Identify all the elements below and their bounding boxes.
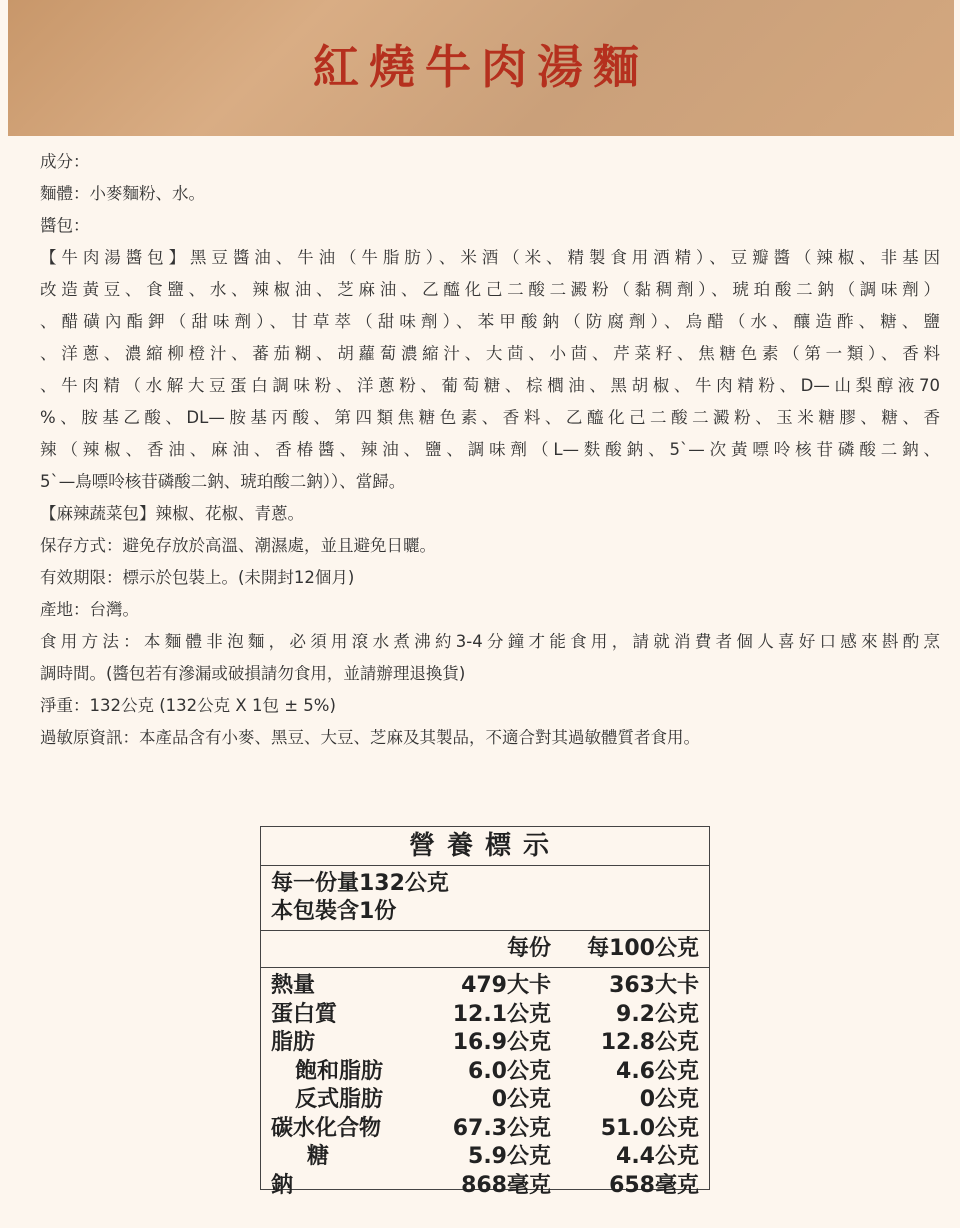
- sauce-ingredients-line: 【牛肉湯醬包】黑豆醬油、牛油（牛脂肪）、米酒（米、精製食用酒精）、豆瓣醬（辣椒、非基因: [40, 248, 940, 267]
- ingredients-label: 成分：: [40, 152, 90, 171]
- nutrient-name: 鈉: [271, 1172, 294, 1198]
- nutrition-row-trans-fat: [261, 1086, 709, 1115]
- usage-info: 食用方法：本麵體非泡麵，必須用滾水煮沸約3-4分鐘才能食用，請就消費者個人喜好口感來斟酌烹: [40, 632, 940, 651]
- nutrient-per-serving: 0公克: [491, 1087, 551, 1112]
- nutrient-name: 糖: [307, 1144, 330, 1169]
- sauce-label: 醬包：: [40, 216, 90, 235]
- nutrition-column-header: [261, 931, 709, 968]
- nutrition-row-fat: [261, 1029, 709, 1058]
- nutrition-title: 營養標示: [261, 827, 709, 866]
- serving-info: [261, 866, 709, 931]
- nutrition-row-sodium: [261, 1172, 709, 1201]
- serving-size: 每一份量132公克: [271, 871, 449, 896]
- sauce-ingredients-line: 、牛肉精（水解大豆蛋白調味粉、洋蔥粉、葡萄糖、棕櫚油、黑胡椒、牛肉精粉、D—山梨醇液70: [40, 376, 940, 395]
- column-header-blank: [261, 931, 451, 967]
- servings-per-pack: 本包裝含1份: [271, 899, 397, 924]
- nutrient-per-serving: 16.9公克: [452, 1030, 551, 1055]
- nutrient-per-100g: 363大卡: [609, 973, 699, 998]
- product-title: 紅燒牛肉湯麵: [313, 40, 649, 94]
- nutrient-per-100g: 51.0公克: [600, 1115, 699, 1141]
- net-weight: 淨重：132公克 (132公克 X 1包 ± 5%): [40, 696, 336, 715]
- nutrition-table: [260, 826, 710, 1198]
- nutrient-per-100g: 658毫克: [609, 1172, 699, 1198]
- header-banner: [8, 0, 954, 136]
- nutrition-row-sugar: [261, 1143, 709, 1172]
- nutrition-row-protein: [261, 1001, 709, 1030]
- nutrient-name: 蛋白質: [271, 1001, 338, 1027]
- nutrient-name: 熱量: [271, 973, 316, 998]
- nutrient-name: 飽和脂肪: [295, 1058, 384, 1084]
- nutrition-row-carbohydrate: [261, 1115, 709, 1144]
- sauce-ingredients-line: %、胺基乙酸、DL—胺基丙酸、第四類焦糖色素、香料、乙醯化己二酸二澱粉、玉米糖膠、糖、香: [40, 408, 940, 427]
- nutrient-per-100g: 4.4公克: [616, 1144, 699, 1169]
- ingredients-section: [40, 146, 940, 754]
- sauce-ingredients-line: 辣（辣椒、香油、麻油、香椿醬、辣油、鹽、調味劑（L—麩酸鈉、5`—次黃嘌呤核苷磷酸二鈉、: [40, 440, 940, 459]
- nutrient-per-serving: 67.3公克: [452, 1115, 551, 1141]
- nutrient-per-serving: 12.1公克: [452, 1001, 551, 1027]
- nutrition-row-calories: [261, 972, 709, 1001]
- nutrient-per-serving: 868毫克: [461, 1172, 551, 1198]
- veg-pack-ingredients: 【麻辣蔬菜包】辣椒、花椒、青蔥。: [40, 504, 304, 523]
- allergen-info: 過敏原資訊：本產品含有小麥、黑豆、大豆、芝麻及其製品，不適合對其過敏體質者食用。: [40, 728, 700, 747]
- column-per-100g: 每100公克: [587, 936, 699, 961]
- sauce-ingredients-line: 、醋磺內酯鉀（甜味劑）、甘草萃（甜味劑）、苯甲酸鈉（防腐劑）、烏醋（水、釀造酢、糖、鹽: [40, 312, 940, 331]
- nutrient-per-serving: 6.0公克: [468, 1058, 551, 1084]
- nutrient-per-100g: 9.2公克: [616, 1001, 699, 1027]
- nutrient-per-serving: 479大卡: [461, 973, 551, 998]
- nutrition-rows: [261, 968, 709, 1200]
- nutrient-per-100g: 12.8公克: [600, 1030, 699, 1055]
- nutrient-name: 脂肪: [271, 1030, 316, 1055]
- noodle-ingredients: 麵體：小麥麵粉、水。: [40, 184, 205, 203]
- column-per-serving: 每份: [506, 936, 551, 961]
- nutrient-per-100g: 4.6公克: [616, 1058, 699, 1084]
- sauce-ingredients-line: 、洋蔥、濃縮柳橙汁、蕃茄糊、胡蘿蔔濃縮汁、大茴、小茴、芹菜籽、焦糖色素（第一類）、香料: [40, 344, 940, 363]
- sauce-ingredients-line: 5`—鳥嘌呤核苷磷酸二鈉、琥珀酸二鈉））、當歸。: [40, 472, 406, 491]
- usage-info: 調時間。(醬包若有滲漏或破損請勿食用，並請辦理退換貨): [40, 664, 466, 683]
- nutrition-row-saturated-fat: [261, 1058, 709, 1087]
- origin-info: 產地：台灣。: [40, 600, 139, 619]
- nutrient-per-100g: 0公克: [639, 1087, 699, 1112]
- storage-info: 保存方式：避免存放於高溫、潮濕處，並且避免日曬。: [40, 536, 436, 555]
- nutrient-per-serving: 5.9公克: [468, 1144, 551, 1169]
- nutrient-name: 反式脂肪: [295, 1087, 384, 1112]
- sauce-ingredients-line: 改造黃豆、食鹽、水、辣椒油、芝麻油、乙醯化己二酸二澱粉（黏稠劑）、琥珀酸二鈉（調味劑）: [40, 280, 940, 299]
- expiry-info: 有效期限：標示於包裝上。(未開封12個月): [40, 568, 355, 587]
- nutrient-name: 碳水化合物: [271, 1115, 382, 1141]
